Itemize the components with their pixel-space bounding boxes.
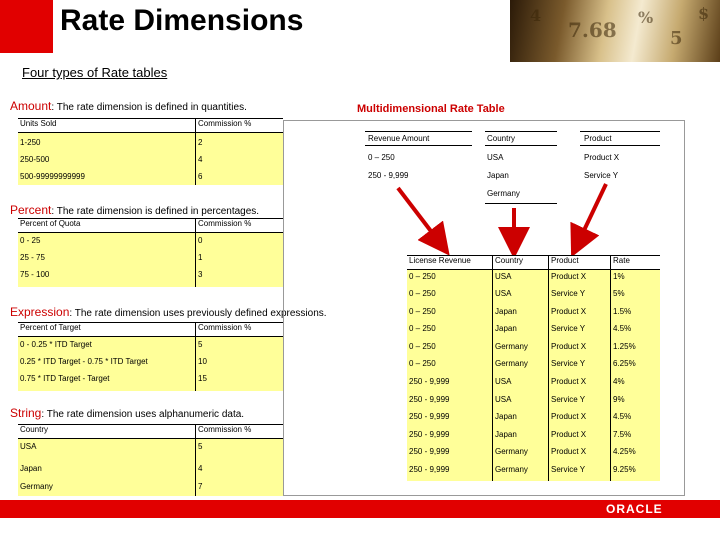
table-cell: 5% xyxy=(611,287,661,305)
table-cell: 5 xyxy=(196,439,284,461)
dim-header: Product xyxy=(584,134,612,143)
table-cell: Germany xyxy=(493,445,549,463)
table-header-cell: Percent of Target xyxy=(20,323,81,332)
table-cell: 0 – 250 xyxy=(409,324,436,334)
table-cell: USA xyxy=(493,287,549,305)
table-cell: 1 xyxy=(196,250,284,267)
table-cell: 1.25% xyxy=(611,340,661,358)
table-header-cell: Commission % xyxy=(196,119,284,133)
table-cell: Japan xyxy=(20,463,42,473)
table-row xyxy=(407,357,660,375)
table-cell: USA xyxy=(20,442,37,451)
table-cell: 7.5% xyxy=(611,428,661,446)
table-cell: 5 xyxy=(196,337,284,354)
table-cell: 0 - 0.25 * ITD Target xyxy=(20,340,92,349)
table-header-row xyxy=(407,256,660,270)
string-description: : The rate dimension uses alphanumeric data. xyxy=(41,409,245,420)
slide-title: Rate Dimensions xyxy=(60,4,304,37)
slide-subtitle: Four types of Rate tables xyxy=(22,65,168,80)
table-row xyxy=(407,375,660,393)
table-cell: 0 – 250 xyxy=(409,306,436,316)
table-header-cell: Commission % xyxy=(196,323,284,337)
table-cell: Germany xyxy=(493,340,549,358)
table-header-cell: Units Sold xyxy=(20,119,57,128)
photo-glyph: % xyxy=(638,8,654,27)
table-row xyxy=(407,287,660,305)
dim-value: Germany xyxy=(487,189,520,198)
dim-header: Revenue Amount xyxy=(368,134,430,143)
table-cell: 4.5% xyxy=(611,322,661,340)
table-cell: Product X xyxy=(549,445,611,463)
table-cell: Service Y xyxy=(549,357,611,375)
table-header-cell: Rate xyxy=(611,256,661,270)
multi-rate-table-body xyxy=(407,270,660,481)
amount-description: : The rate dimension is defined in quantities. xyxy=(51,102,247,113)
table-cell: USA xyxy=(493,393,549,411)
table-cell: USA xyxy=(493,270,549,288)
table-header-cell: Country xyxy=(20,425,49,434)
table-header-cell: Commission % xyxy=(196,425,284,439)
table-cell: Japan xyxy=(493,428,549,446)
oracle-logo: ORACLE xyxy=(606,502,663,516)
table-row xyxy=(407,270,660,288)
table-cell: USA xyxy=(493,375,549,393)
table-header-cell: Percent of Quota xyxy=(20,219,81,228)
dim-value: Product X xyxy=(584,153,620,162)
table-cell: 250 - 9,999 xyxy=(409,412,450,422)
arrow-revenue xyxy=(398,188,440,243)
table-cell: 3 xyxy=(196,267,284,287)
table-cell: 7 xyxy=(196,479,284,496)
table-cell: 4% xyxy=(611,375,661,393)
table-cell: Product X xyxy=(549,340,611,358)
table-row xyxy=(407,463,660,481)
table-row xyxy=(407,393,660,411)
amount-keyword: Amount xyxy=(10,99,52,113)
expression-keyword: Expression xyxy=(10,305,70,319)
table-cell: 0 - 25 xyxy=(20,236,41,245)
table-cell: 75 - 100 xyxy=(20,269,50,279)
percent-keyword: Percent xyxy=(10,203,52,217)
table-cell: 15 xyxy=(196,371,284,391)
table-cell: 0 – 250 xyxy=(409,341,436,351)
table-row xyxy=(407,340,660,358)
dim-value: Service Y xyxy=(584,171,619,180)
table-cell: 0 – 250 xyxy=(409,289,436,299)
table-cell: 4.5% xyxy=(611,410,661,428)
table-cell: Product X xyxy=(549,305,611,323)
table-cell: 0 – 250 xyxy=(409,359,436,369)
table-cell: 0.25 * ITD Target - 0.75 * ITD Target xyxy=(20,356,148,366)
table-cell: 9.25% xyxy=(611,463,661,481)
table-header-cell: Commission % xyxy=(196,219,284,233)
table-cell: 250 - 9,999 xyxy=(409,394,450,404)
arrow-product xyxy=(578,184,606,243)
table-cell: Germany xyxy=(493,463,549,481)
table-cell: Product X xyxy=(549,375,611,393)
table-cell: 0.75 * ITD Target - Target xyxy=(20,373,110,383)
table-cell: 10 xyxy=(196,354,284,371)
table-row xyxy=(407,428,660,446)
expression-description: : The rate dimension uses previously defined expressions. xyxy=(69,308,327,319)
table-cell: 0 xyxy=(196,233,284,250)
multi-rate-table xyxy=(407,255,660,481)
table-cell: 6.25% xyxy=(611,357,661,375)
table-cell: 1-250 xyxy=(20,138,41,147)
table-cell: 9% xyxy=(611,393,661,411)
dim-header: Country xyxy=(487,134,516,143)
table-cell: Japan xyxy=(493,322,549,340)
table-cell: Service Y xyxy=(549,393,611,411)
multi-table-title: Multidimensional Rate Table xyxy=(357,103,505,115)
table-cell: 25 - 75 xyxy=(20,252,45,262)
table-cell: Product X xyxy=(549,270,611,288)
table-cell: Service Y xyxy=(549,287,611,305)
dim-value: Japan xyxy=(487,171,509,180)
photo-glyph: $ xyxy=(698,4,710,23)
table-cell: Service Y xyxy=(549,322,611,340)
photo-glyph: 4 xyxy=(530,6,542,25)
table-cell: 250 - 9,999 xyxy=(409,429,450,439)
table-cell: Service Y xyxy=(549,463,611,481)
table-cell: Germany xyxy=(20,481,53,491)
string-keyword: String xyxy=(10,406,42,420)
table-cell: 1% xyxy=(611,270,661,288)
table-cell: 6 xyxy=(196,167,284,185)
table-cell: 250 - 9,999 xyxy=(409,377,450,387)
table-cell: Germany xyxy=(493,357,549,375)
photo-glyph: 5 xyxy=(670,28,683,49)
table-cell: Product X xyxy=(549,410,611,428)
table-cell: 250 - 9,999 xyxy=(409,447,450,457)
table-cell: 0 – 250 xyxy=(409,272,436,281)
table-row xyxy=(407,410,660,428)
table-cell: 4 xyxy=(196,150,284,167)
dim-value: USA xyxy=(487,153,504,162)
table-cell: 250-500 xyxy=(20,154,50,164)
table-row xyxy=(407,322,660,340)
table-cell: 500-99999999999 xyxy=(20,171,85,181)
table-row xyxy=(407,445,660,463)
table-header-cell: Country xyxy=(493,256,549,270)
table-cell: Japan xyxy=(493,305,549,323)
dim-value: 0 – 250 xyxy=(368,153,395,162)
table-cell: 2 xyxy=(196,133,284,150)
table-cell: 4.25% xyxy=(611,445,661,463)
table-cell: Product X xyxy=(549,428,611,446)
dim-value: 250 - 9,999 xyxy=(368,171,409,180)
table-cell: Japan xyxy=(493,410,549,428)
table-header-cell: Product xyxy=(549,256,611,270)
table-row xyxy=(407,305,660,323)
table-cell: 4 xyxy=(196,461,284,479)
photo-glyph: 7.68 xyxy=(568,18,617,42)
table-cell: 1.5% xyxy=(611,305,661,323)
table-cell: 250 - 9,999 xyxy=(409,465,450,475)
table-header-cell: License Revenue xyxy=(409,256,471,265)
percent-description: : The rate dimension is defined in percentages. xyxy=(51,206,260,217)
